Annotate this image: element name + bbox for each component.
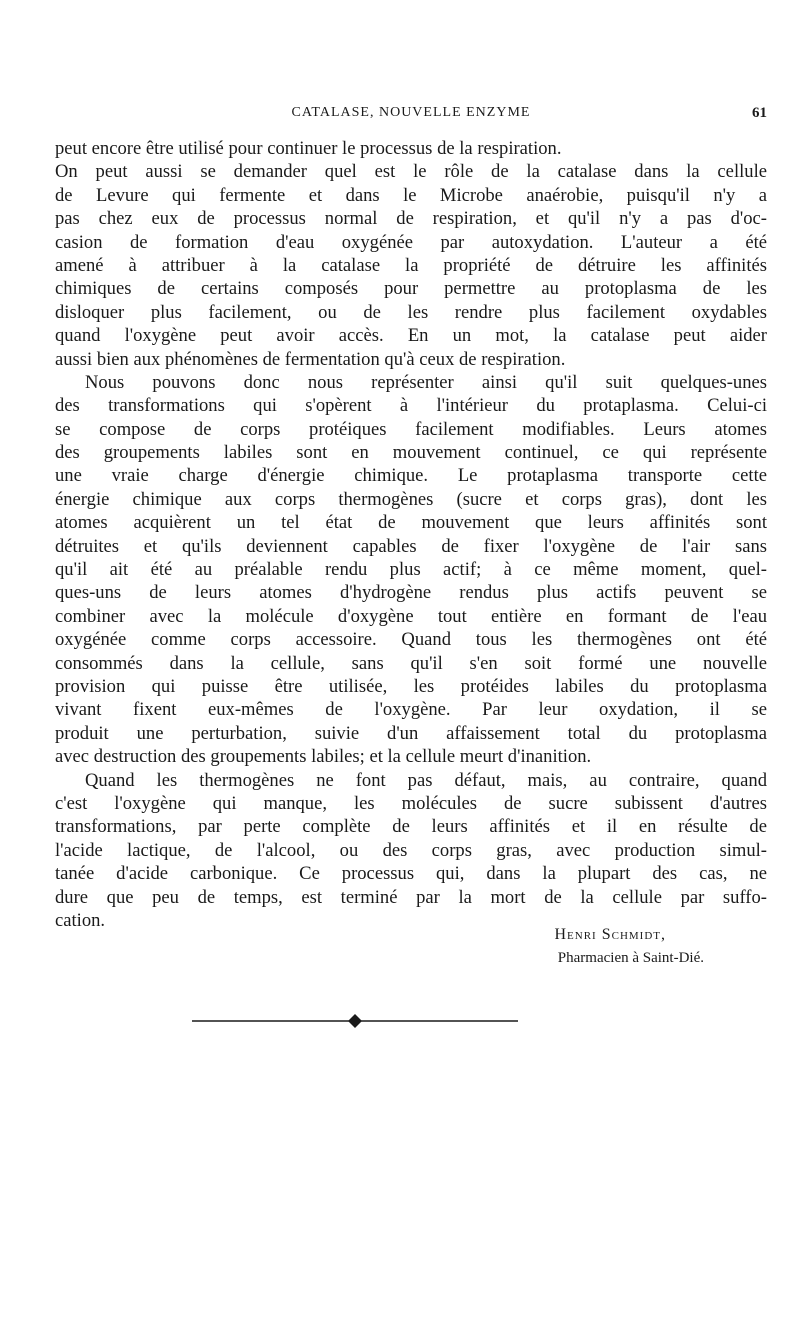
text-line: peut encore être utilisé pour continuer le processus de la respiration.: [55, 138, 562, 159]
text-line: disloquer plus facilement, ou de les rendre plus facilement oxydables: [55, 301, 767, 323]
text-line: qu'il ait été au préalable rendu plus actif; à ce même moment, quel-: [55, 559, 767, 581]
text-line: des groupements labiles sont en mouvement continuel, ce qui représente: [55, 442, 767, 464]
running-head: [55, 105, 767, 125]
end-ornament: [192, 1012, 518, 1030]
text-line: cation.: [55, 909, 106, 931]
text-line: consommés dans la cellule, sans qu'il s'en soit formé une nouvelle: [55, 652, 767, 674]
author-signature: [55, 923, 767, 969]
text-line: Quand les thermogènes ne font pas défaut, mais, au contraire, quand: [85, 769, 767, 791]
text-line: ques-uns de leurs atomes d'hydrogène rendus plus actifs peuvent se: [55, 582, 767, 604]
text-line: quand l'oxygène peut avoir accès. En un mot, la catalase peut aider: [55, 325, 767, 347]
text-line: tanée d'acide carbonique. Ce processus qui, dans la plupart des cas, ne: [55, 863, 767, 885]
text-line: c'est l'oxygène qui manque, les molécules de sucre subissent d'autres: [55, 792, 767, 814]
text-line: énergie chimique aux corps thermogènes (sucre et corps gras), dont les: [55, 488, 767, 510]
text-line: chimiques de certains composés pour permettre au protoplasma de les: [55, 278, 767, 300]
text-line: avec destruction des groupements labiles; et la cellule meurt d'inanition.: [55, 746, 592, 768]
text-line: amené à attribuer à la catalase la propriété de détruire les affinités: [55, 254, 767, 276]
text-line: vivant fixent eux-mêmes de l'oxygène. Par leur oxydation, il se: [55, 699, 767, 721]
running-title: CATALASE, NOUVELLE ENZYME: [291, 105, 531, 120]
text-line: se compose de corps protéiques facilement modifiables. Leurs atomes: [55, 418, 767, 440]
text-line: des transformations qui s'opèrent à l'intérieur du protaplasma. Celui-ci: [55, 395, 767, 417]
text-line: dure que peu de temps, est terminé par la mort de la cellule par suffo-: [55, 886, 767, 908]
text-line: provision qui puisse être utilisée, les protéides labiles du protoplasma: [55, 675, 767, 697]
text-line: transformations, par perte complète de leurs affinités et il en résulte de: [55, 816, 767, 838]
text-line: aussi bien aux phénomènes de fermentation qu'à ceux de respiration.: [55, 348, 566, 370]
text-line: oxygénée comme corps accessoire. Quand tous les thermogènes ont été: [55, 629, 767, 651]
text-line: une vraie charge d'énergie chimique. Le protaplasma transporte cette: [55, 465, 767, 487]
text-line: pas chez eux de processus normal de respiration, et qu'il n'y a pas d'oc-: [55, 208, 767, 230]
text-line: atomes acquièrent un tel état de mouvement que leurs affinités sont: [55, 512, 767, 534]
text-line: casion de formation d'eau oxygénée par autoxydation. L'auteur a été: [55, 231, 767, 253]
text-line: produit une perturbation, suivie d'un affaissement total du protoplasma: [55, 722, 767, 744]
text-line: de Levure qui fermente et dans le Microbe anaérobie, puisqu'il n'y a: [55, 184, 767, 206]
text-line: l'acide lactique, de l'alcool, ou des corps gras, avec production simul-: [55, 839, 767, 861]
article-body: [55, 137, 767, 932]
author-name: Henri Schmidt,: [554, 926, 666, 943]
page-number: 61: [752, 105, 767, 121]
text-line: détruites et qu'ils deviennent capables de fixer l'oxygène de l'air sans: [55, 535, 767, 557]
text-line: combiner avec la molécule d'oxygène tout entière en formant de l'eau: [55, 605, 767, 627]
author-role: Pharmacien à Saint-Dié.: [557, 950, 704, 966]
text-line: On peut aussi se demander quel est le rôle de la catalase dans la cellule: [55, 161, 767, 183]
text-line: Nous pouvons donc nous représenter ainsi qu'il suit quelques-unes: [85, 371, 767, 393]
rule-diamond-icon: [192, 1012, 518, 1030]
